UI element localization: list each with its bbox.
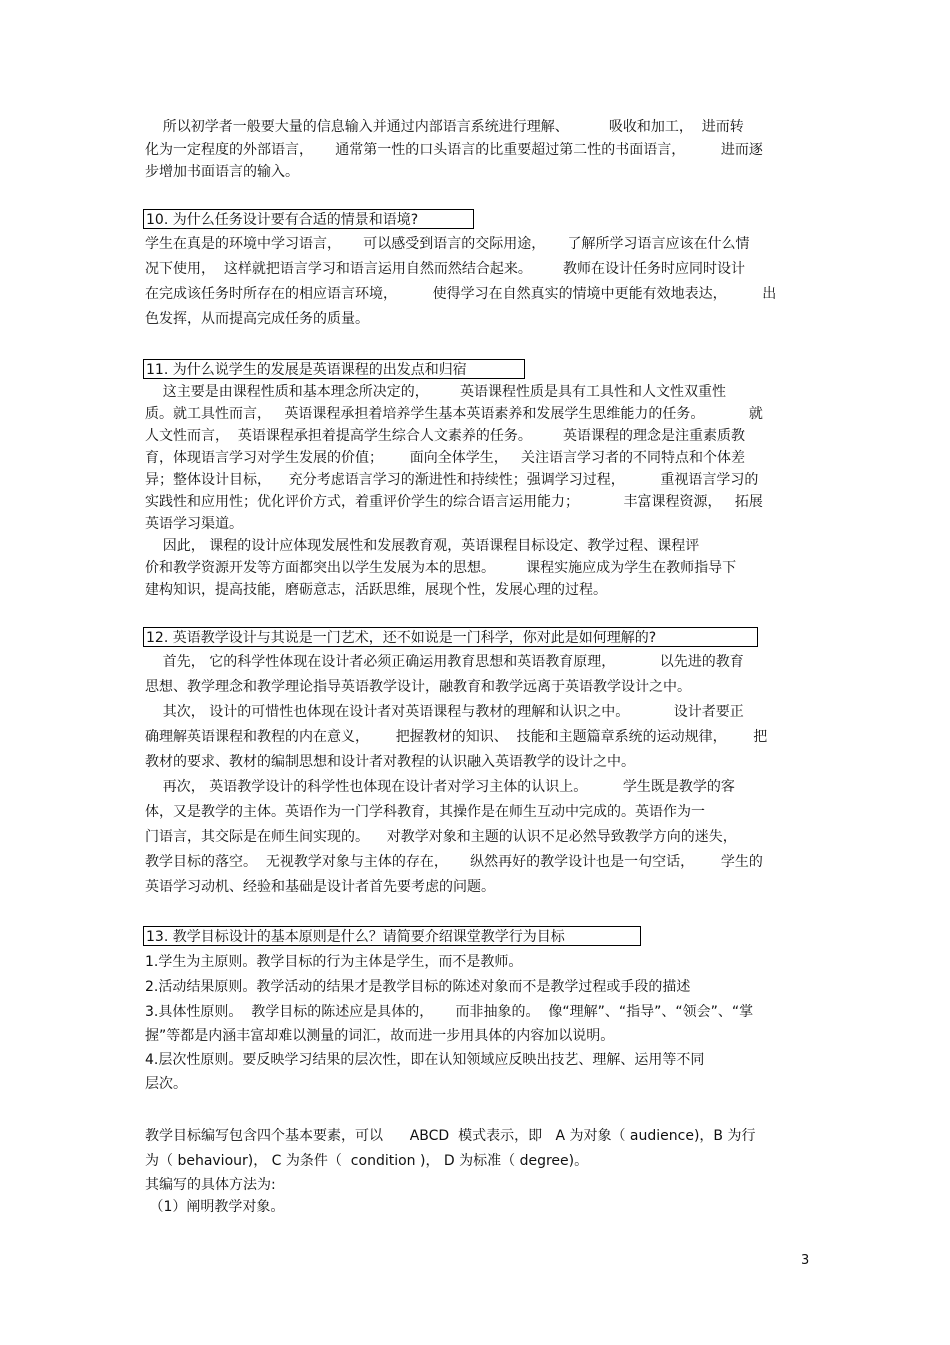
question-heading: 11. 为什么说学生的发展是英语课程的出发点和归宿 (143, 359, 525, 379)
body-text-line: 育，体现语言学习对学生发展的价值； 面向全体学生， 关注语言学习者的不同特点和个体差 (145, 450, 746, 466)
body-text-line: 教学目标编写包含四个基本要素，可以 ABCD 模式表示，即 A 为对象（ audience)，B 为行 (145, 1128, 756, 1144)
body-text-line: 人文性而言， 英语课程承担着提高学生综合人文素养的任务。 英语课程的理念是注重素质教 (145, 428, 746, 444)
body-text-line: 化为一定程度的外部语言， 通常第一性的口头语言的比重要超过第二性的书面语言， 进而逐 (145, 142, 763, 158)
body-text-line: 这主要是由课程性质和基本理念所决定的， 英语课程性质是具有工具性和人文性双重性 (145, 384, 726, 400)
body-text-line: 学生在真是的环境中学习语言， 可以感受到语言的交际用途， 了解所学习语言应该在什么情 (145, 236, 750, 252)
body-text-line: 实践性和应用性；优化评价方式，着重评价学生的综合语言运用能力； 丰富课程资源， 拓展 (145, 494, 763, 510)
body-text-line: 况下使用， 这样就把语言学习和语言运用自然而然结合起来。 教师在设计任务时应同时设计 (145, 261, 746, 277)
body-text-line: 教学目标的落空。 无视教学对象与主体的存在， 纵然再好的教学设计也是一句空话， 学生的 (145, 854, 763, 870)
body-text-line: 其次， 设计的可惜性也体现在设计者对英语课程与教材的理解和认识之中。 设计者要正 (145, 704, 744, 720)
body-text-line: 其编写的具体方法为: (145, 1177, 276, 1193)
body-text-line: 英语学习渠道。 (145, 516, 243, 532)
body-text-line: 英语学习动机、经验和基础是设计者首先要考虑的问题。 (145, 879, 495, 895)
body-text-line: 色发挥，从而提高完成任务的质量。 (145, 311, 369, 327)
body-text-line: 层次。 (145, 1076, 187, 1092)
body-text-line: 在完成该任务时所存在的相应语言环境， 使得学习在自然真实的情境中更能有效地表达， 出 (145, 286, 777, 302)
body-text-line: 价和教学资源开发等方面都突出以学生发展为本的思想。 课程实施应成为学生在教师指导下 (145, 560, 737, 576)
body-text-line: 再次， 英语教学设计的科学性也体现在设计者对学习主体的认识上。 学生既是教学的客 (145, 779, 735, 795)
body-text-line: 思想、教学理念和教学理论指导英语教学设计，融教育和教学远离于英语教学设计之中。 (145, 679, 691, 695)
body-text-line: 握”等都是内涵丰富却难以测量的词汇，故而进一步用具体的内容加以说明。 (145, 1028, 615, 1044)
body-text-line: 为（ behaviour)， C 为条件（ condition )， D 为标准（ degree)。 (145, 1153, 589, 1169)
body-text-line: 建构知识，提高技能，磨砺意志，活跃思维，展现个性，发展心理的过程。 (145, 582, 607, 598)
body-text-line: 4.层次性原则。要反映学习结果的层次性，即在认知领域应反映出技艺、理解、运用等不同 (145, 1052, 705, 1068)
body-text-line: 3.具体性原则。 教学目标的陈述应是具体的， 而非抽象的。 像“理解”、“指导”、“领会”、“掌 (145, 1004, 754, 1020)
question-heading: 10. 为什么任务设计要有合适的情景和语境? (143, 209, 474, 229)
body-text-line: 确理解英语课程和教程的内在意义， 把握教材的知识、 技能和主题篇章系统的运动规律， 把 (145, 729, 768, 745)
question-heading: 13. 教学目标设计的基本原则是什么？请简要介绍课堂教学行为目标 (143, 926, 641, 946)
body-text-line: 首先， 它的科学性体现在设计者必须正确运用教育思想和英语教育原理， 以先进的教育 (145, 654, 744, 670)
body-text-line: 步增加书面语言的输入。 (145, 164, 299, 180)
body-text-line: 异；整体设计目标， 充分考虑语言学习的渐进性和持续性；强调学习过程， 重视语言学习的 (145, 472, 759, 488)
body-text-line: 2.活动结果原则。教学活动的结果才是教学目标的陈述对象而不是教学过程或手段的描述 (145, 979, 691, 995)
page-number: 3 (801, 1253, 810, 1268)
body-text-line: 所以初学者一般要大量的信息输入并通过内部语言系统进行理解、 吸收和加工， 进而转 (145, 119, 744, 135)
body-text-line: 质。就工具性而言， 英语课程承担着培养学生基本英语素养和发展学生思维能力的任务。 就 (145, 406, 763, 422)
body-text-line: 门语言，其交际是在师生间实现的。 对教学对象和主题的认识不足必然导致教学方向的迷失， (145, 829, 737, 845)
body-text-line: 教材的要求、教材的编制思想和设计者对教程的认识融入英语教学的设计之中。 (145, 754, 635, 770)
body-text-line: 因此， 课程的设计应体现发展性和发展教育观，英语课程目标设定、教学过程、课程评 (145, 538, 700, 554)
body-text-line: 1.学生为主原则。教学目标的行为主体是学生，而不是教师。 (145, 954, 523, 970)
body-text-line: （1）阐明教学对象。 (145, 1199, 285, 1215)
body-text-line: 体，又是教学的主体。英语作为一门学科教育，其操作是在师生互动中完成的。英语作为一 (145, 804, 705, 820)
question-heading: 12. 英语教学设计与其说是一门艺术，还不如说是一门科学，你对此是如何理解的? (143, 627, 758, 647)
